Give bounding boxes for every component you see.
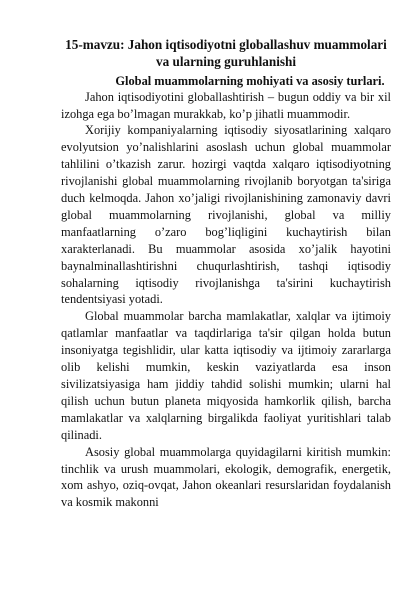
paragraph-2: Xorijiy kompaniyalarning iqtisodiy siyosatlarining xalqaro evolyutsion yo’nalishlarini asoslash uchun global muammolar tahlilini o’tkazish zarur. hozirgi vaqtda xalqaro iqtisodiyotning rivojlanishi global muammolarning rivojlanib boryotgan ta'siriga duch kelmoqda. Jahon xo’jaligi rivojlanishining zamonaviy davri global muammolarning rivojlanishi, global va milliy manfaatlarning o’zaro bog’liqligini kuchaytirish bilan xarakterlanadi. Bu muammolar asosida xo’jalik hayotini baynalminallashtirishni chuqurlashtirish, tashqi iqtisodiy sohalarning iqtisodiy rivojlanishga ta'sirini kuchaytirish tendentsiyasi yotadi. — [61, 123, 391, 307]
document-body — [61, 36, 391, 511]
paragraph-4: Asosiy global muammolarga quyidagilarni kiritish mumkin: tinchlik va urush muammolari, ekologik, demografik, energetik, xom ashyo, oziq-ovqat, Jahon okeanlari resurslaridan foydalanish va kosmik makonni — [61, 444, 391, 510]
document-title: 15-mavzu: Jahon iqtisodiyotni globallashuv muammolari va ularning guruhlanishi — [65, 37, 387, 69]
paragraph-3: Global muammolar barcha mamlakatlar, xalqlar va ijtimoiy qatlamlar manfaatlar va taqdirlariga ta'sir qilgan holda butun insoniyatga tegishlidir, ular katta iqtisodiy va ijtimoiy zararlarga olib kelishi mumkin, keskin vaziyatlarda esa inson sivilizatsiyasiga ham jiddiy tahdid solishi mumkin; ularni hal qilish uchun butun planeta miqyosida hamkorlik qilish, barcha mamlakatlar va xalqlarning birgalikda faoliyat yuritishlari talab qilinadi. — [61, 309, 391, 442]
paragraph-1: Jahon iqtisodiyotini globallashtirish – bugun oddiy va bir xil izohga ega bo’lmagan murakkab, ko’p jihatli muammodir. — [61, 89, 391, 121]
section-heading: Global muammolarning mohiyati va asosiy turlari. — [115, 74, 385, 88]
